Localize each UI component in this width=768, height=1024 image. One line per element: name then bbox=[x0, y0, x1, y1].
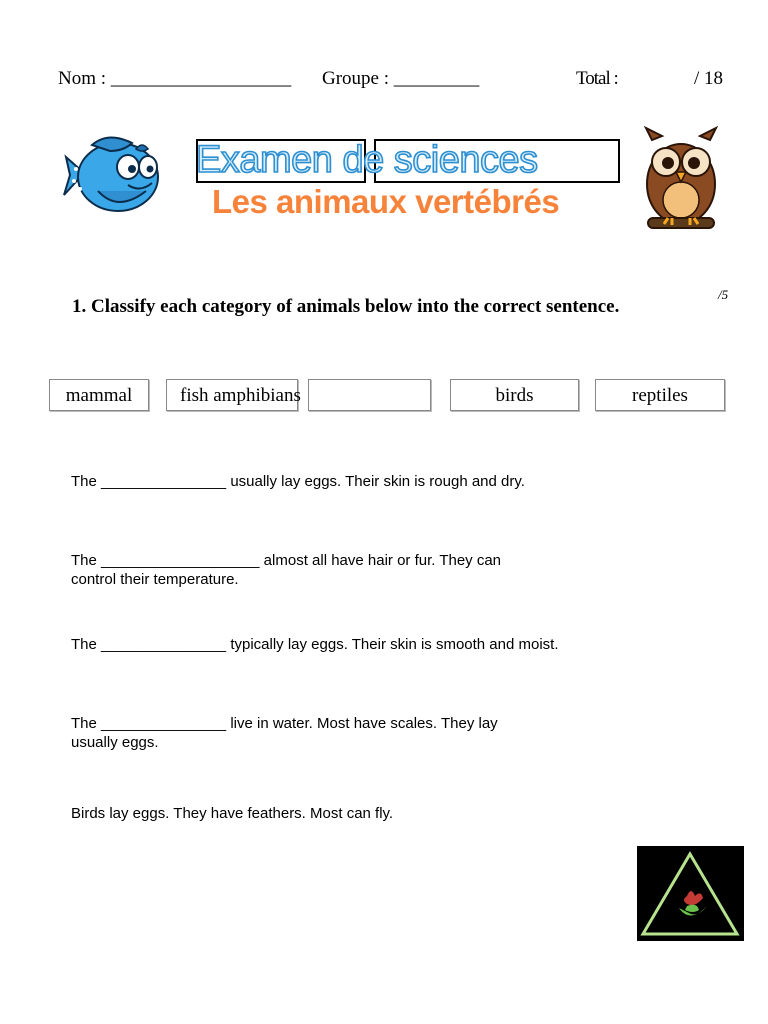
page-title: Examen de sciences bbox=[196, 139, 538, 181]
fish-icon bbox=[62, 133, 166, 217]
fill-in-sentence: The _______________ usually lay eggs. Their skin is rough and dry. bbox=[71, 473, 525, 490]
page-subtitle: Les animaux vertébrés bbox=[212, 183, 560, 220]
name-field-label: Nom : ___________________ bbox=[58, 68, 292, 89]
question-points: /5 bbox=[718, 287, 729, 302]
word-bank-item: fish amphibians bbox=[166, 379, 298, 411]
example-sentence: Birds lay eggs. They have feathers. Most can fly. bbox=[71, 805, 394, 822]
word-bank-item: mammal bbox=[49, 379, 149, 411]
owl-icon bbox=[638, 126, 724, 234]
question-text: 1. Classify each category of animals below into the correct sentence. bbox=[72, 296, 620, 317]
word-bank-item bbox=[308, 379, 431, 411]
total-score: / 18 bbox=[694, 68, 724, 89]
fill-in-sentence: The _______________ typically lay eggs. Their skin is smooth and moist. bbox=[71, 636, 559, 653]
logo-triangle-icon bbox=[637, 846, 744, 941]
group-field-label: Groupe : _________ bbox=[322, 68, 480, 89]
word-bank-item: birds bbox=[450, 379, 579, 411]
total-label: Total : bbox=[576, 68, 618, 89]
creator-logo bbox=[637, 846, 744, 941]
fill-in-sentence: The ___________________ almost all have hair or fur. They can control their temperature. bbox=[71, 552, 502, 588]
fill-in-sentence: The _______________ live in water. Most have scales. They lay usually eggs. bbox=[71, 715, 498, 751]
word-bank-item: reptiles bbox=[595, 379, 725, 411]
